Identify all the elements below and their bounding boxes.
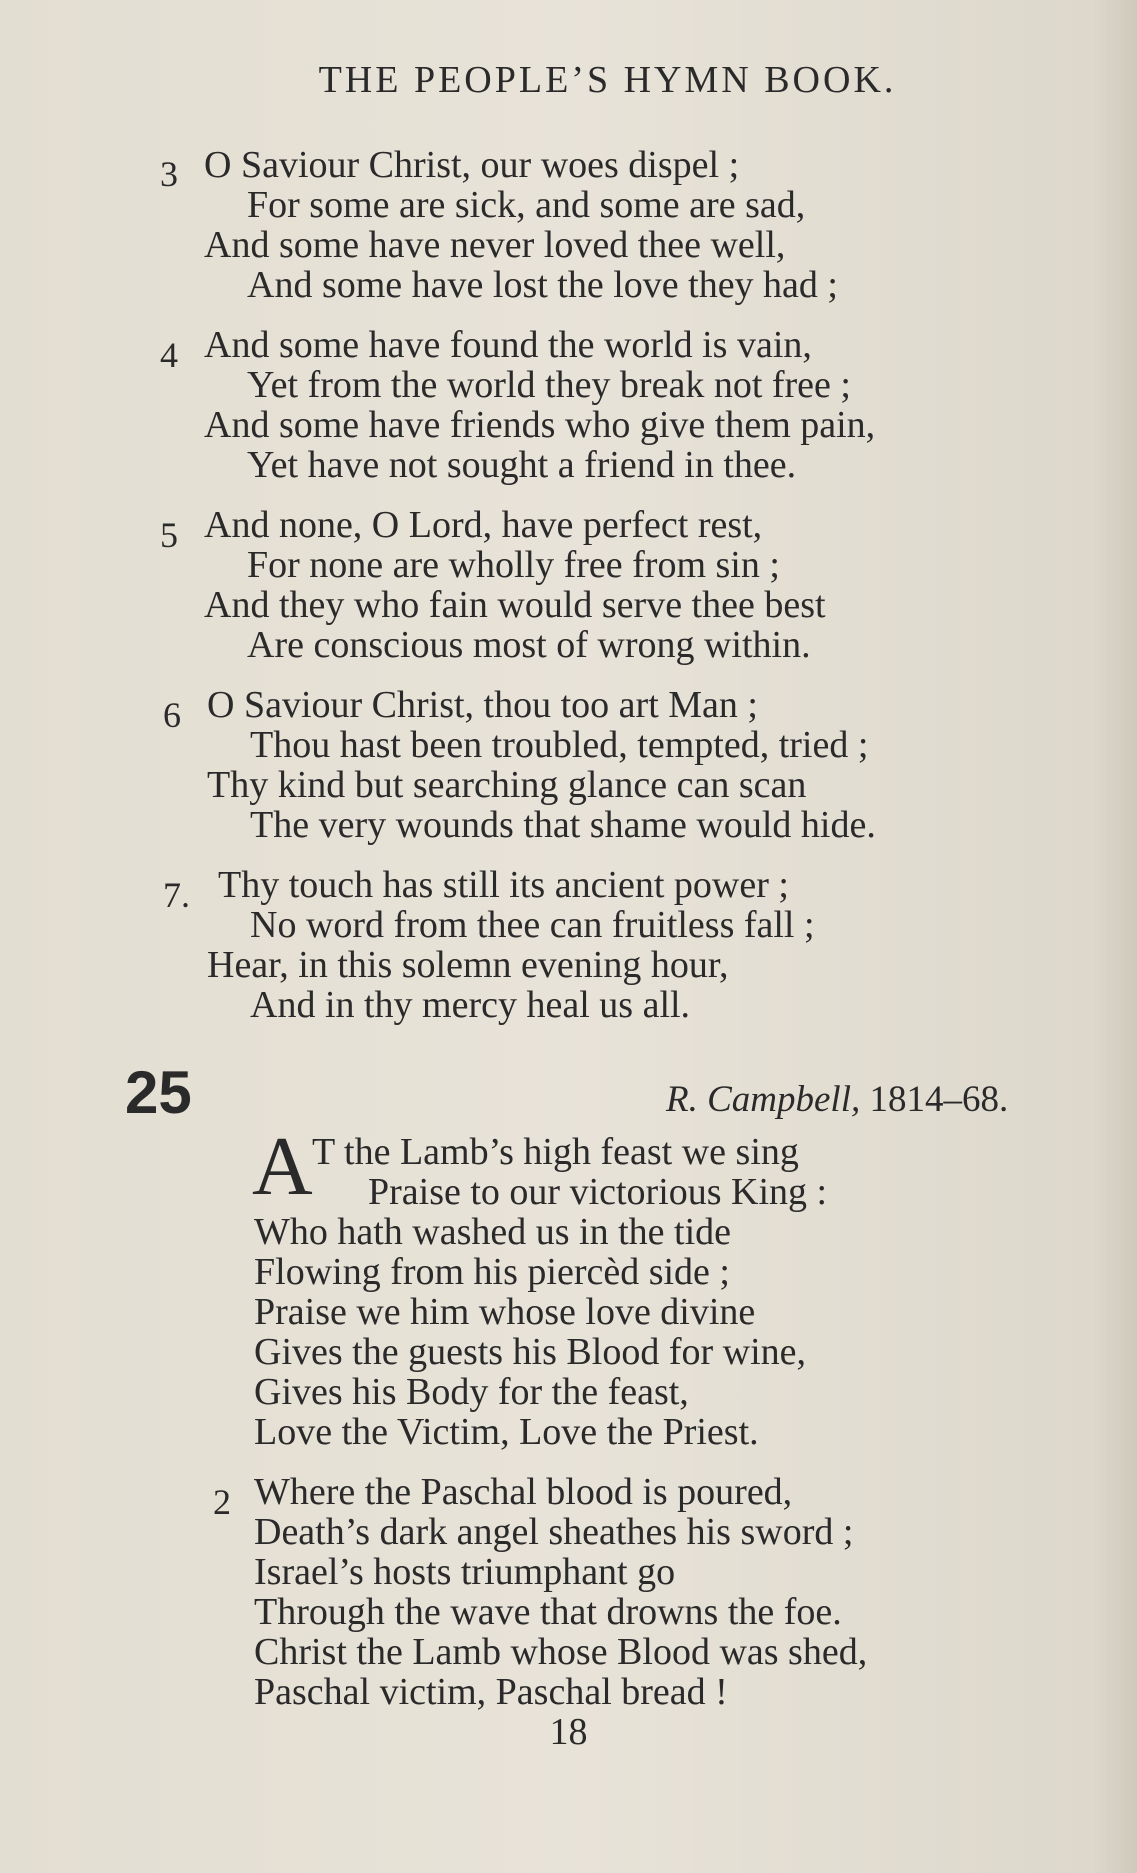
verse-line: Through the wave that drowns the foe. bbox=[254, 1591, 842, 1633]
drop-cap: A bbox=[252, 1120, 313, 1213]
verse-line: Love the Victim, Love the Priest. bbox=[254, 1411, 759, 1453]
verse-line: Thy touch has still its ancient power ; bbox=[218, 864, 789, 906]
verse-line: Thou hast been troubled, tempted, tried ; bbox=[250, 724, 869, 766]
verse-line: Are conscious most of wrong within. bbox=[247, 624, 811, 666]
verse-number: 2 bbox=[213, 1482, 231, 1522]
verse-line: O Saviour Christ, our woes dispel ; bbox=[204, 144, 740, 186]
verse-line: Who hath washed us in the tide bbox=[254, 1211, 732, 1253]
verse-number: 3 bbox=[160, 154, 178, 194]
verse-line: Yet have not sought a friend in thee. bbox=[247, 444, 797, 486]
verse-line: Israel’s hosts triumphant go bbox=[254, 1551, 676, 1593]
verse-line: And some have found the world is vain, bbox=[204, 324, 812, 366]
verse-line: Hear, in this solemn evening hour, bbox=[207, 944, 729, 986]
verse-line: And some have never loved thee well, bbox=[204, 224, 786, 266]
verse-line: No word from thee can fruitless fall ; bbox=[250, 904, 815, 946]
verse-line: O Saviour Christ, thou too art Man ; bbox=[207, 684, 758, 726]
verse-line: And some have lost the love they had ; bbox=[247, 264, 838, 306]
author-dates: 1814–68. bbox=[869, 1079, 1009, 1120]
page-number: 18 bbox=[549, 1711, 588, 1753]
verse-line: Gives the guests his Blood for wine, bbox=[254, 1331, 807, 1373]
verse-line: The very wounds that shame would hide. bbox=[250, 804, 876, 846]
hymn-author bbox=[666, 1078, 1008, 1121]
verse-number: 7. bbox=[163, 875, 190, 915]
verse-line: Paschal victim, Paschal bread ! bbox=[254, 1671, 728, 1713]
author-name: R. Campbell, bbox=[666, 1079, 861, 1120]
verse-line: For none are wholly free from sin ; bbox=[247, 544, 780, 586]
verse-line: Death’s dark angel sheathes his sword ; bbox=[254, 1511, 854, 1553]
verse-number: 4 bbox=[160, 335, 178, 375]
verse-line: And some have friends who give them pain, bbox=[204, 404, 876, 446]
verse-line: Yet from the world they break not free ; bbox=[247, 364, 851, 406]
verse-line: Gives his Body for the feast, bbox=[254, 1371, 689, 1413]
verse-line: Praise to our victorious King : bbox=[368, 1171, 828, 1213]
verse-line: T the Lamb’s high feast we sing bbox=[312, 1131, 799, 1173]
verse-line: Flowing from his piercèd side ; bbox=[254, 1251, 730, 1293]
verse-line: And they who fain would serve thee best bbox=[204, 584, 826, 626]
verse-number: 5 bbox=[160, 515, 178, 555]
verse-line: Praise we him whose love divine bbox=[254, 1291, 756, 1333]
verse-line: Where the Paschal blood is poured, bbox=[254, 1471, 793, 1513]
running-header: THE PEOPLE’S HYMN BOOK. bbox=[318, 59, 897, 101]
verse-line: For some are sick, and some are sad, bbox=[247, 184, 806, 226]
hymn-number: 25 bbox=[125, 1059, 192, 1126]
verse-line: And none, O Lord, have perfect rest, bbox=[204, 504, 763, 546]
verse-number: 6 bbox=[163, 695, 181, 735]
verse-line: And in thy mercy heal us all. bbox=[250, 984, 691, 1026]
verse-line: Thy kind but searching glance can scan bbox=[207, 764, 807, 806]
verse-line: Christ the Lamb whose Blood was shed, bbox=[254, 1631, 868, 1673]
